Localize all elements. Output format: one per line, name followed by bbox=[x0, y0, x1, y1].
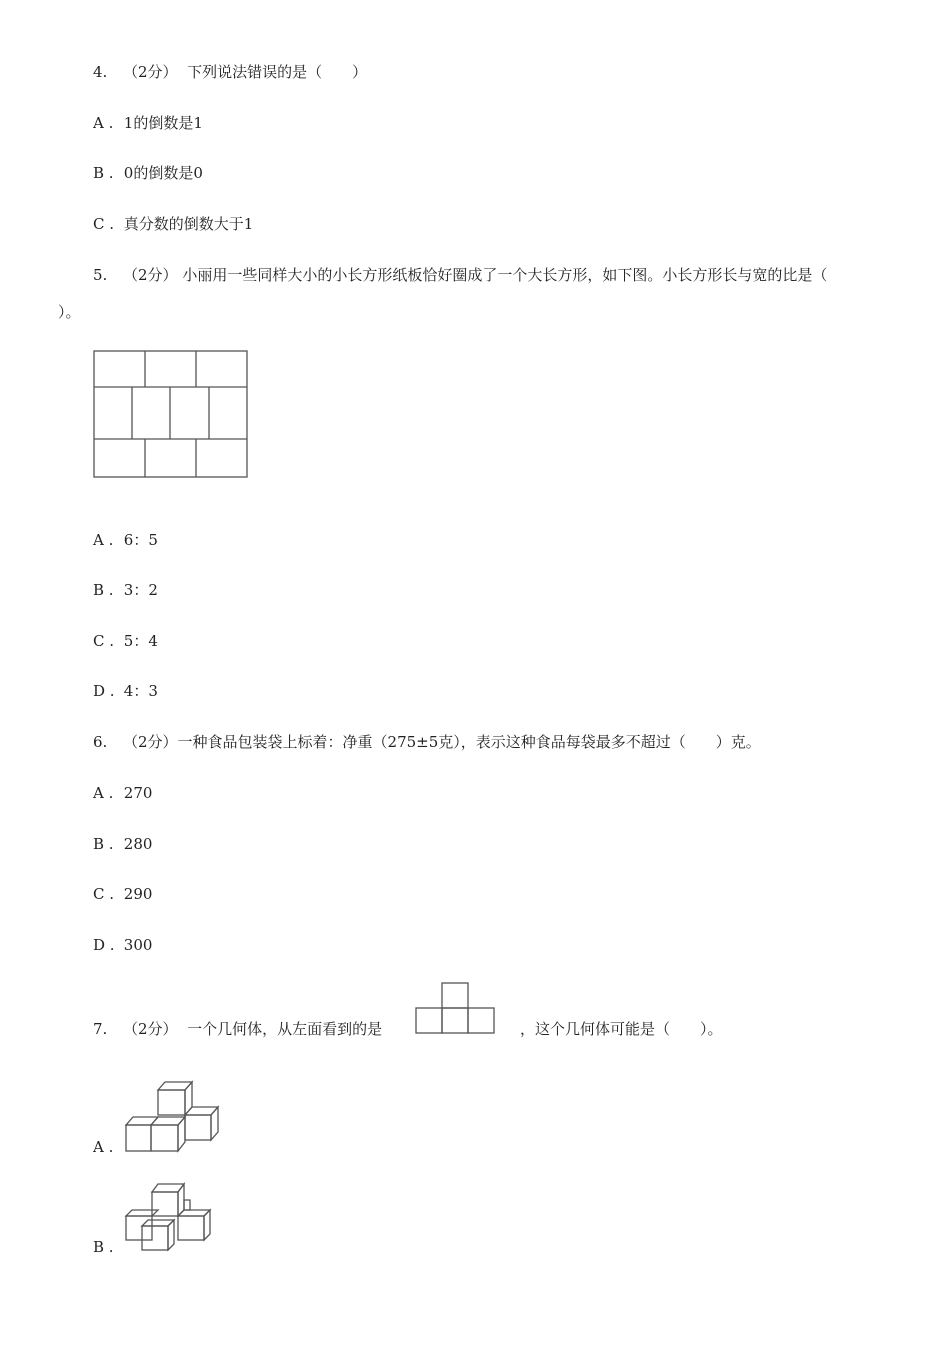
option-letter: B . bbox=[93, 1238, 114, 1256]
question-text-cont: ）。 bbox=[58, 303, 81, 321]
option-letter: A . bbox=[93, 114, 114, 132]
option-letter: B . bbox=[93, 581, 114, 599]
q5-option-a[interactable] bbox=[93, 530, 158, 550]
q7-option-a[interactable] bbox=[93, 1137, 119, 1157]
question-7-stem bbox=[93, 1019, 382, 1039]
q6-option-c[interactable] bbox=[93, 884, 152, 904]
option-letter: C . bbox=[93, 885, 115, 903]
option-text: 280 bbox=[123, 835, 153, 853]
q7-option-b[interactable] bbox=[93, 1237, 119, 1257]
option-letter: B . bbox=[93, 835, 114, 853]
question-4-stem bbox=[93, 62, 367, 82]
option-text: 300 bbox=[123, 936, 153, 954]
option-letter: C . bbox=[93, 215, 115, 233]
question-score: （2分） bbox=[123, 266, 178, 284]
option-text: 5：4 bbox=[123, 632, 158, 650]
q5-option-c[interactable] bbox=[93, 631, 158, 651]
question-5-stem bbox=[93, 265, 827, 285]
left-view-figure bbox=[415, 982, 495, 1034]
question-text: 一个几何体，从左面看到的是 bbox=[187, 1020, 383, 1038]
q6-option-b[interactable] bbox=[93, 834, 152, 854]
option-letter: A . bbox=[93, 531, 114, 549]
option-letter: B . bbox=[93, 164, 114, 182]
question-text: 一种食品包装袋上标着：净重（275±5克），表示这种食品每袋最多不超过（ ）克。 bbox=[177, 733, 761, 751]
q6-option-d[interactable] bbox=[93, 935, 152, 955]
option-letter: D . bbox=[93, 682, 115, 700]
option-text: 真分数的倒数大于1 bbox=[123, 215, 254, 233]
question-text-tail: ，这个几何体可能是（ ）。 bbox=[520, 1020, 723, 1038]
cube-figure-a bbox=[124, 1080, 220, 1152]
option-letter: A . bbox=[93, 1138, 114, 1156]
option-letter: D . bbox=[93, 936, 115, 954]
question-score: （2分） bbox=[123, 63, 178, 81]
q4-option-c[interactable] bbox=[93, 214, 253, 234]
question-7-stem-tail bbox=[520, 1019, 723, 1039]
option-text: 290 bbox=[123, 885, 153, 903]
option-text: 4：3 bbox=[123, 682, 158, 700]
question-score: （2分） bbox=[123, 1020, 178, 1038]
option-text: 3：2 bbox=[123, 581, 158, 599]
q4-option-b[interactable] bbox=[93, 163, 203, 183]
q5-option-b[interactable] bbox=[93, 580, 158, 600]
cube-figure-b bbox=[124, 1180, 214, 1252]
option-text: 270 bbox=[123, 784, 153, 802]
question-number: 6. bbox=[93, 733, 108, 751]
question-score: （2分） bbox=[123, 733, 178, 751]
q6-option-a[interactable] bbox=[93, 783, 152, 803]
q4-option-a[interactable] bbox=[93, 113, 203, 133]
option-letter: C . bbox=[93, 632, 115, 650]
question-text: 下列说法错误的是（ ） bbox=[187, 63, 368, 81]
question-6-stem bbox=[93, 732, 761, 752]
rectangle-tiling-figure bbox=[93, 350, 248, 478]
option-text: 1的倒数是1 bbox=[123, 114, 203, 132]
option-text: 0的倒数是0 bbox=[123, 164, 203, 182]
option-letter: A . bbox=[93, 784, 114, 802]
question-number: 5. bbox=[93, 266, 108, 284]
question-5-stem-cont bbox=[58, 302, 81, 322]
question-text: 小丽用一些同样大小的小长方形纸板恰好圈成了一个大长方形，如下图。小长方形长与宽的比是（ bbox=[182, 266, 828, 284]
question-number: 7. bbox=[93, 1020, 108, 1038]
option-text: 6：5 bbox=[123, 531, 158, 549]
q5-option-d[interactable] bbox=[93, 681, 158, 701]
question-number: 4. bbox=[93, 63, 108, 81]
